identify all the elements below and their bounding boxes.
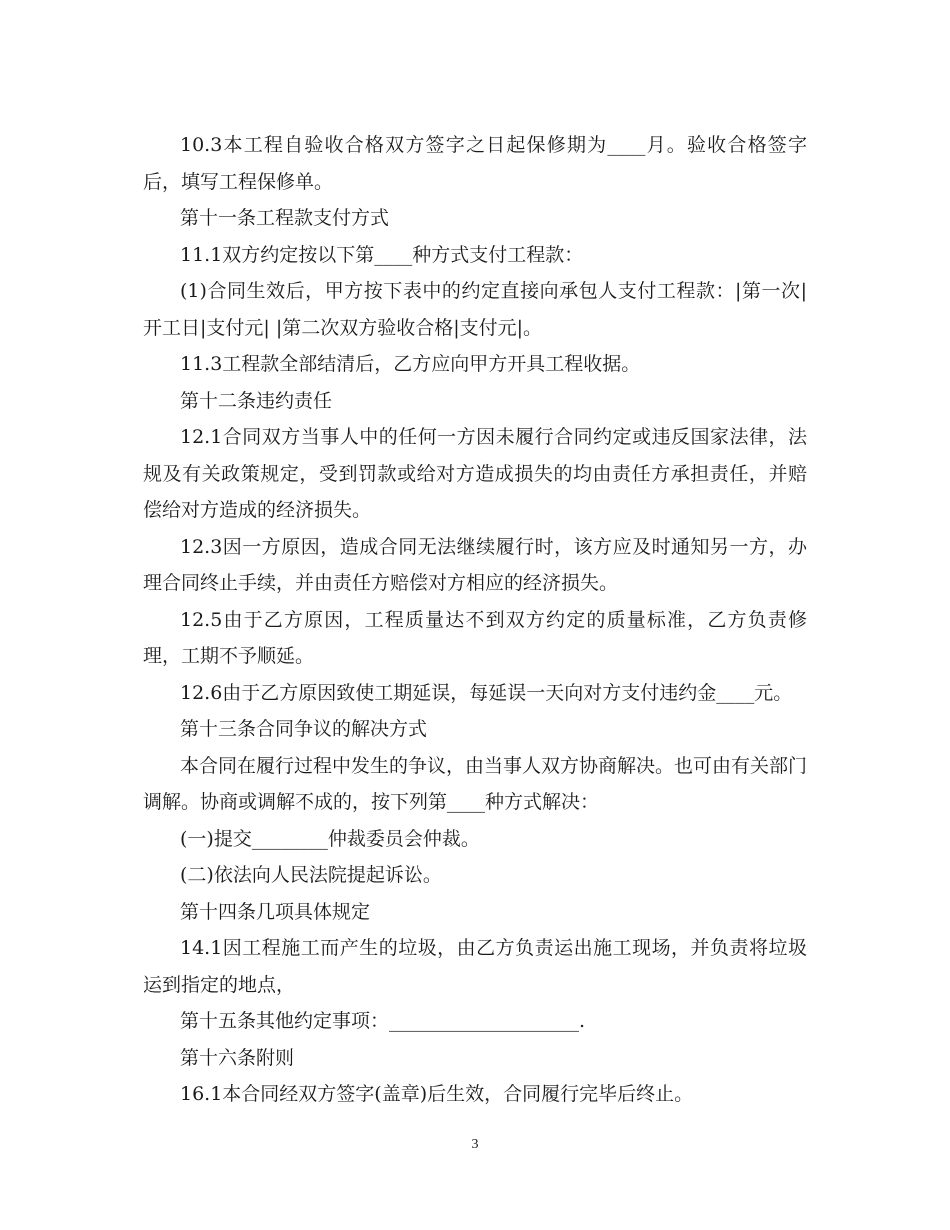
clause-12-1: 12.1合同双方当事人中的任何一方因未履行合同约定或违反国家法律，法规及有关政策规定，受到罚款或给对方造成损失的均由责任方承担责任，并赔偿给对方造成的经济损失。 (143, 426, 807, 521)
article-13-heading: 第十三条合同争议的解决方式 (180, 718, 428, 740)
article-16-heading: 第十六条附则 (180, 1046, 295, 1069)
page-number: 3 (471, 1137, 479, 1152)
clause-14-1: 14.1因工程施工而产生的垃圾，由乙方负责运出施工现场，并负责将垃圾运到指定的地点， (143, 937, 807, 996)
article-12-heading: 第十二条违约责任 (180, 389, 333, 412)
clause-12-3: 12.3因一方原因，造成合同无法继续履行时，该方应及时通知另一方，办理合同终止手续，并由责任方赔偿对方相应的经济损失。 (143, 535, 807, 594)
article-14-heading: 第十四条几项具体规定 (180, 900, 371, 923)
payment-method-1: (1)合同生效后，甲方按下表中的约定直接向承包人支付工程款：|第一次|开工日|支付元| |第二次双方验收合格|支付元|。 (143, 280, 807, 339)
article-15-heading: 第十五条其他约定事项：____________________. (180, 1010, 586, 1032)
article-11-heading: 第十一条工程款支付方式 (180, 207, 390, 229)
document-body (143, 127, 807, 1113)
clause-10-3: 10.3本工程自验收合格双方签字之日起保修期为____月。验收合格签字后，填写工程保修单。 (143, 134, 807, 193)
dispute-resolution-text: 本合同在履行过程中发生的争议，由当事人双方协商解决。也可由有关部门调解。协商或调解不成的，按下列第____种方式解决： (143, 754, 808, 813)
dispute-option-1: (一)提交________仲裁委员会仲裁。 (180, 827, 480, 850)
dispute-option-2: (二)依法向人民法院提起诉讼。 (180, 864, 442, 886)
clause-12-5: 12.5由于乙方原因，工程质量达不到双方约定的质量标准，乙方负责修理，工期不予顺延。 (143, 608, 807, 667)
clause-16-1: 16.1本合同经双方签字(盖章)后生效，合同履行完毕后终止。 (180, 1083, 694, 1105)
clause-11-3: 11.3工程款全部结清后，乙方应向甲方开具工程收据。 (180, 353, 641, 375)
clause-11-1: 11.1双方约定按以下第____种方式支付工程款： (180, 243, 584, 266)
clause-12-6: 12.6由于乙方原因致使工期延误，每延误一天向对方支付违约金____元。 (180, 681, 793, 704)
